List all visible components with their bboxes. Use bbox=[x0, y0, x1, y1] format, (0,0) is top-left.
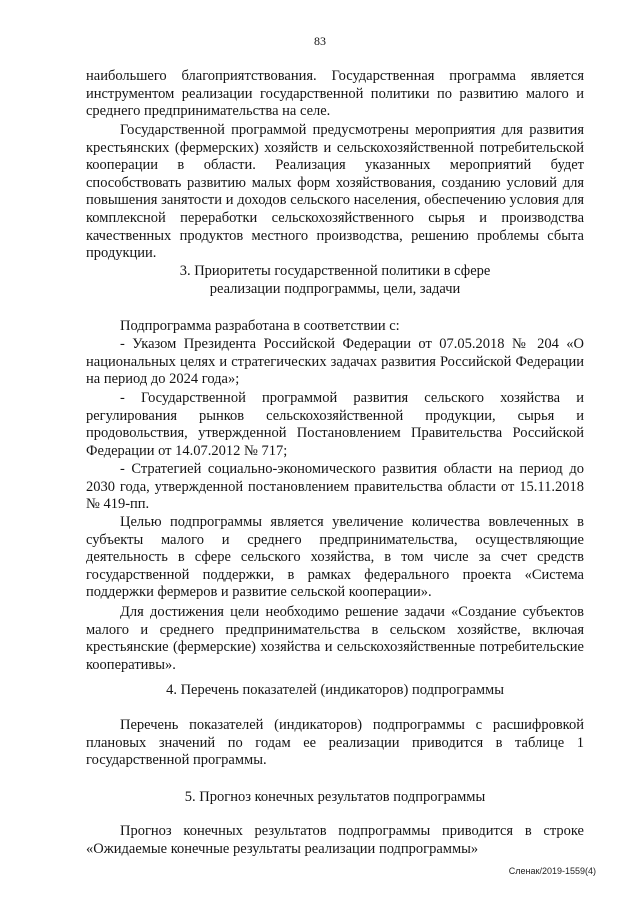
block-12 bbox=[86, 823, 584, 858]
section-heading-line: реализации подпрограммы, цели, задачи bbox=[209, 280, 461, 297]
block-3 bbox=[86, 318, 584, 336]
block-8 bbox=[86, 604, 584, 674]
block-2 bbox=[86, 263, 584, 298]
block-5 bbox=[86, 390, 584, 460]
paragraph: Целью подпрограммы является увеличение количества вовлеченных в субъекты малого и среднего предпринимательства, осуществляющие деятельность в сфере сельского хозяйства, в том числе за счет средств государственной поддержки, в рамках федерального проекта «Система поддержки фермеров и развитие сельской кооперации». bbox=[86, 514, 584, 601]
section-heading-line: 3. Приоритеты государственной политики в сфере bbox=[179, 263, 491, 279]
paragraph: Перечень показателей (индикаторов) подпрограммы с расшифровкой плановых значений по годам ее реализации приводится в таблице 1 государственной программы. bbox=[86, 717, 584, 769]
block-4 bbox=[86, 336, 584, 389]
paragraph: Государственной программой предусмотрены мероприятия для развития крестьянских (фермерских) хозяйств и сельскохозяйственной потребительской кооперации в области. Реализация указанных мероприятий будет способствовать развитию малых форм хозяйствования, созданию условий для повышения занятости и доходов сельского населения, обеспечению условия для комплексной переработки сельскохозяйственного сырья и производства качественных продуктов местного производства, решению проблемы сбыта продукции. bbox=[86, 122, 584, 262]
block-10 bbox=[86, 717, 584, 770]
paragraph: Подпрограмма разработана в соответствии с: bbox=[120, 318, 400, 334]
block-11 bbox=[86, 789, 584, 807]
paragraph: - Стратегией социально-экономического развития области на период до 2030 года, утвержденной постановлением правительства области от 15.11.2018 № 419-пп. bbox=[86, 461, 584, 513]
paragraph: Прогноз конечных результатов подпрограммы приводится в строке «Ожидаемые конечные результаты реализации подпрограммы» bbox=[86, 823, 584, 857]
block-0 bbox=[86, 68, 584, 121]
block-6 bbox=[86, 461, 584, 514]
block-9 bbox=[86, 682, 584, 700]
block-1 bbox=[86, 122, 584, 263]
document-code: Сленак/2019-1559(4) bbox=[508, 866, 596, 876]
block-7 bbox=[86, 514, 584, 602]
section-heading-line: 5. Прогноз конечных результатов подпрограммы bbox=[184, 789, 486, 805]
section-heading-line: 4. Перечень показателей (индикаторов) подпрограммы bbox=[166, 682, 504, 698]
page-number: 83 bbox=[314, 34, 326, 48]
paragraph: - Указом Президента Российской Федерации от 07.05.2018 № 204 «О национальных целях и стратегических задачах развития Российской Федерации на период до 2024 года»; bbox=[86, 336, 584, 388]
paragraph: наибольшего благоприятствования. Государственная программа является инструментом реализации государственной политики по развитию малого и среднего предпринимательства на селе. bbox=[86, 68, 584, 120]
paragraph: Для достижения цели необходимо решение задачи «Создание субъектов малого и среднего предпринимательства в сельском хозяйстве, включая крестьянские (фермерские) хозяйства и сельскохозяйственные потребительские кооперативы». bbox=[86, 604, 584, 673]
paragraph: - Государственной программой развития сельского хозяйства и регулирования рынков сельскохозяйственной продукции, сырья и продовольствия, утвержденной Постановлением Правительства Российской Федерации от 14.07.2012 № 717; bbox=[86, 390, 584, 459]
